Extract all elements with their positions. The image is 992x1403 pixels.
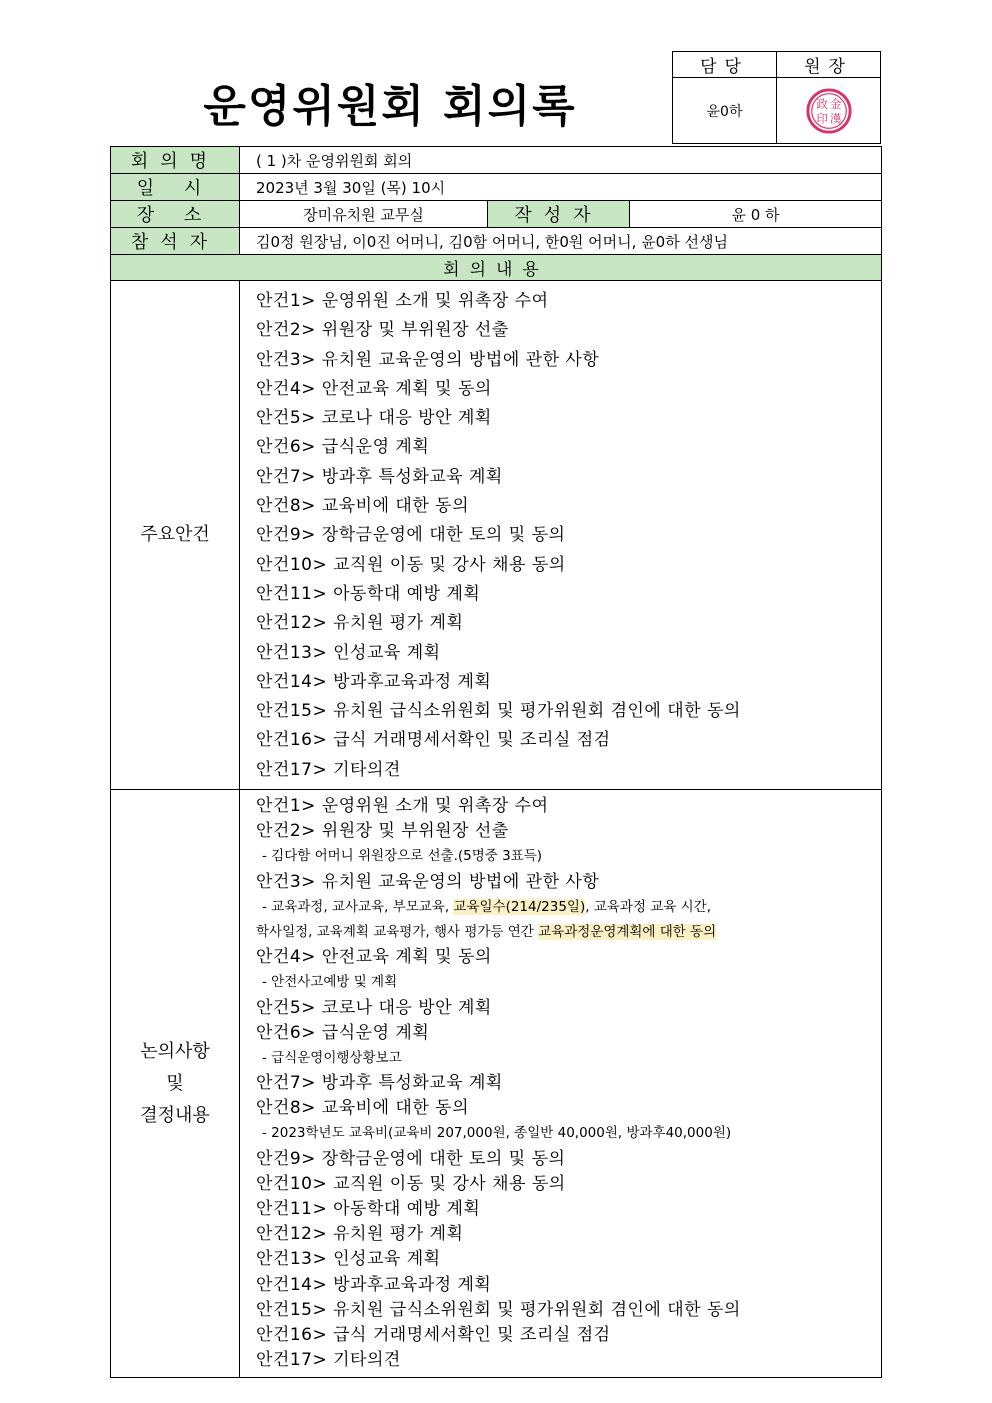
discussion-note	[256, 920, 881, 945]
main-agenda-label: 주요안건	[111, 281, 240, 790]
discussion-item: 안건14> 방과후교육과정 계획	[256, 1274, 492, 1295]
approval-box	[672, 51, 881, 144]
highlighted-text: 교육일수(214/235일)	[453, 898, 586, 915]
list-item: 안건14> 방과후교육과정 계획	[256, 671, 492, 692]
note-text: 학사일정, 교육계획 교육평가, 행사 평가등 연간	[256, 923, 539, 940]
discussion-note: - 김다함 어머니 위원장으로 선출.(5명중 3표득)	[262, 848, 543, 865]
list-item: 안건3> 유치원 교육운영의 방법에 관한 사항	[256, 349, 600, 370]
discussion-item: 안건10> 교직원 이동 및 강사 채용 동의	[256, 1173, 566, 1194]
approval-staff-sign: 윤0하	[673, 78, 777, 144]
discussion-item: 안건13> 인성교육 계획	[256, 1249, 441, 1270]
svg-text:政: 政	[816, 96, 828, 111]
datetime-label: 일 시	[111, 174, 240, 201]
svg-text:金: 金	[829, 96, 841, 111]
writer-value: 윤 0 하	[630, 201, 882, 228]
highlighted-text: 교육과정운영계획에 대한 동의	[538, 923, 717, 940]
place-value: 장미유치원 교무실	[240, 201, 488, 228]
list-item: 안건4> 안전교육 계획 및 동의	[256, 378, 492, 399]
list-item: 안건9> 장학금운영에 대한 토의 및 동의	[256, 525, 566, 546]
discussion-item: 안건11> 아동학대 예방 계획	[256, 1199, 481, 1220]
discussion-item: 안건4> 안전교육 계획 및 동의	[256, 947, 492, 968]
list-item: 안건6> 급식운영 계획	[256, 437, 430, 458]
svg-text:印: 印	[816, 111, 828, 126]
discussion-item: 안건15> 유치원 급식소위원회 및 평가위원회 겸인에 대한 동의	[256, 1299, 741, 1320]
list-item: 안건10> 교직원 이동 및 강사 채용 동의	[256, 554, 566, 575]
discussion-item: 안건16> 급식 거래명세서확인 및 조리실 점검	[256, 1324, 611, 1345]
list-item: 안건8> 교육비에 대한 동의	[256, 496, 469, 517]
note-text: - 교육과정, 교사교육, 부모교육,	[262, 898, 454, 915]
document-title: 운영위원회 회의록	[203, 81, 577, 132]
discussion-label-line2: 및	[166, 1072, 184, 1094]
approval-principal-sign	[777, 78, 881, 144]
discussion-note: - 안전사고예방 및 계획	[262, 974, 398, 991]
svg-text:漢: 漢	[829, 111, 841, 126]
list-item: 안건15> 유치원 급식소위원회 및 평가위원회 겸인에 대한 동의	[256, 701, 741, 722]
place-label: 장 소	[111, 201, 240, 228]
list-item: 안건1> 운영위원 소개 및 위촉장 수여	[256, 291, 549, 311]
discussion-note: - 급식운영이행상황보고	[262, 1049, 402, 1066]
attendees-value: 김0정 원장님, 이0진 어머니, 김0함 어머니, 한0원 어머니, 윤0하 선생님	[240, 228, 882, 255]
content-header: 회의내용	[111, 255, 882, 281]
list-item: 안건7> 방과후 특성화교육 계획	[256, 466, 503, 487]
meeting-name-value: ( 1 )차 운영위원회 회의	[240, 147, 882, 174]
list-item: 안건2> 위원장 및 부위원장 선출	[256, 320, 509, 341]
discussion-label-line3: 결정내용	[140, 1104, 210, 1126]
seal-icon	[805, 87, 853, 135]
discussion-note: - 2023학년도 교육비(교육비 207,000원, 종일반 40,000원, 방과후40,000원)	[262, 1125, 732, 1142]
discussion-label	[111, 790, 240, 1378]
discussion-item: 안건17> 기타의견	[256, 1350, 401, 1371]
discussion-item: 안건8> 교육비에 대한 동의	[256, 1098, 469, 1119]
discussion-item: 안건12> 유치원 평가 계획	[256, 1224, 464, 1245]
discussion-item: 안건6> 급식운영 계획	[256, 1022, 430, 1043]
list-item: 안건11> 아동학대 예방 계획	[256, 583, 481, 604]
list-item: 안건16> 급식 거래명세서확인 및 조리실 점검	[256, 730, 611, 751]
attendees-label: 참석자	[111, 228, 240, 255]
discussion-note	[256, 895, 881, 920]
main-agenda-list	[240, 281, 881, 789]
discussion-item: 안건9> 장학금운영에 대한 토의 및 동의	[256, 1148, 566, 1169]
datetime-value: 2023년 3월 30일 (목) 10시	[240, 174, 882, 201]
discussion-item: 안건2> 위원장 및 부위원장 선출	[256, 821, 509, 842]
writer-label: 작성자	[488, 201, 630, 228]
approval-header-principal: 원장	[777, 52, 881, 78]
list-item: 안건5> 코로나 대응 방안 계획	[256, 408, 492, 429]
discussion-cell	[240, 790, 882, 1378]
note-text: , 교육과정 교육 시간,	[585, 898, 712, 915]
discussion-list	[240, 790, 881, 1377]
meeting-name-label: 회의명	[111, 147, 240, 174]
discussion-item: 안건5> 코로나 대응 방안 계획	[256, 997, 492, 1018]
list-item: 안건12> 유치원 평가 계획	[256, 613, 464, 634]
discussion-item: 안건3> 유치원 교육운영의 방법에 관한 사항	[256, 871, 600, 892]
approval-header-staff: 담당	[673, 52, 777, 78]
list-item: 안건13> 인성교육 계획	[256, 642, 441, 663]
discussion-item: 안건7> 방과후 특성화교육 계획	[256, 1073, 503, 1094]
list-item: 안건17> 기타의견	[256, 759, 401, 780]
discussion-item: 안건1> 운영위원 소개 및 위촉장 수여	[256, 796, 549, 817]
main-agenda-cell	[240, 281, 882, 790]
minutes-table	[110, 146, 882, 1378]
discussion-label-line1: 논의사항	[140, 1040, 210, 1062]
